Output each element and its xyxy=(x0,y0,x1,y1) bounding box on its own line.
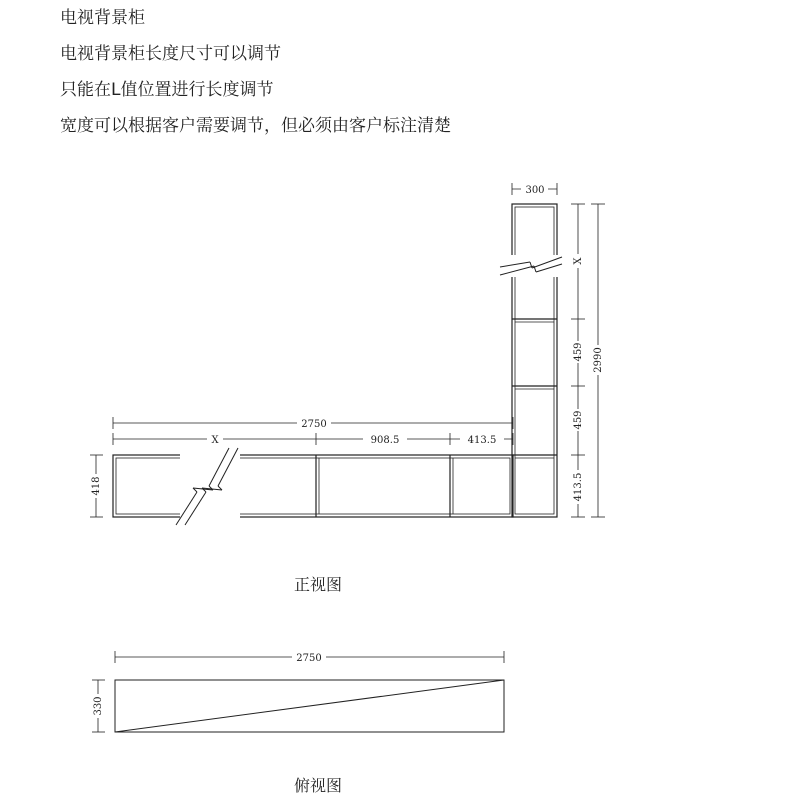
break-symbol-low xyxy=(176,448,240,525)
note-width-adjustable: 宽度可以根据客户需要调节，但必须由客户标注清楚 xyxy=(60,116,451,136)
top-view-caption: 俯视图 xyxy=(293,776,343,795)
label-300: 300 xyxy=(525,185,545,196)
label-413-5-tower: 413.5 xyxy=(573,472,584,502)
label-459-lower: 459 xyxy=(573,410,584,430)
label-x-tower: X xyxy=(573,257,584,265)
dim-segments xyxy=(113,433,513,445)
label-2990: 2990 xyxy=(593,347,604,373)
tower-outer xyxy=(512,204,557,517)
low-cabinet-inner xyxy=(116,458,510,514)
note-title: 电视背景柜 xyxy=(60,8,145,28)
label-x-front: X xyxy=(211,435,219,446)
front-view-caption: 正视图 xyxy=(293,575,343,594)
label-2750-front: 2750 xyxy=(301,419,327,430)
label-908-5: 908.5 xyxy=(370,435,400,446)
label-418: 418 xyxy=(91,476,102,496)
top-view-diagonal xyxy=(115,680,504,732)
top-view xyxy=(92,651,504,795)
label-2750-top: 2750 xyxy=(296,653,322,664)
label-459-upper: 459 xyxy=(573,342,584,362)
break-symbol-tower xyxy=(500,255,562,277)
label-413-5-front: 413.5 xyxy=(467,435,497,446)
note-l-position: 只能在L值位置进行长度调节 xyxy=(60,80,274,100)
note-length-adjustable: 电视背景柜长度尺寸可以调节 xyxy=(60,44,281,64)
front-view xyxy=(90,183,605,594)
label-330: 330 xyxy=(93,696,104,716)
tower-inner xyxy=(515,207,554,514)
